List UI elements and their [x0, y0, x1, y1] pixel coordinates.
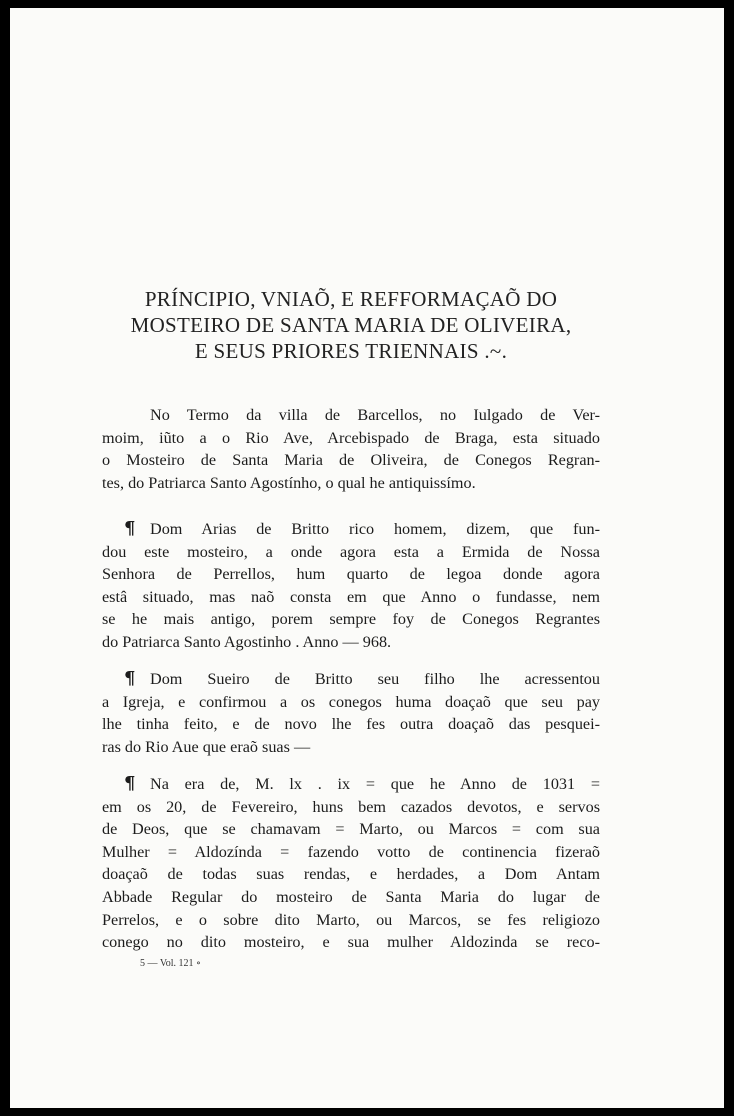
paragraph-line: de Deos, que se chamavam = Marto, ou Marcos = com sua — [102, 820, 600, 839]
paragraph-mark-icon: ¶ — [124, 773, 136, 794]
paragraph-1 — [102, 404, 600, 494]
document-page — [10, 8, 724, 1108]
paragraph-line: Abbade Regular do mosteiro de Santa Maria do lugar de — [102, 887, 600, 906]
paragraph-line: Perrelos, e o sobre dito Marto, ou Marcos, se fes religiozo — [102, 910, 600, 929]
paragraph-line: se he mais antigo, porem sempre foy de Conegos Regrantes — [102, 610, 600, 629]
paragraph-line: conego no dito mosteiro, e sua mulher Aldozinda se reco- — [102, 933, 600, 952]
paragraph-mark-icon: ¶ — [124, 518, 136, 539]
paragraph-line-text: Dom Sueiro de Britto seu filho lhe acressentou — [150, 670, 600, 688]
paragraph-mark-icon: ¶ — [124, 668, 136, 689]
paragraph-line-text: Na era de, M. lx . ix = que he Anno de 1031 = — [150, 775, 600, 793]
paragraph-line: dou este mosteiro, a onde agora esta a Ermida de Nossa — [102, 542, 600, 561]
paragraph-line — [102, 518, 600, 541]
paragraph-line-text: Dom Arias de Britto rico homem, dizem, que fun- — [150, 520, 600, 538]
paragraph-line: estâ situado, mas naõ consta em que Anno o fundasse, nem — [102, 587, 600, 606]
paragraph-line: a Igreja, e confirmou a os conegos huma doaçaõ que seu pay — [102, 692, 600, 711]
paragraph-line: lhe tinha feito, e de novo lhe fes outra doaçaõ das pesquei- — [102, 715, 600, 734]
paragraph-line: No Termo da villa de Barcellos, no Iulgado de Ver- — [150, 406, 600, 424]
paragraph-4 — [102, 773, 600, 954]
paragraph-line: o Mosteiro de Santa Maria de Oliveira, de Conegos Regran- — [102, 451, 600, 470]
paragraph-line — [102, 668, 600, 691]
paragraph-3 — [102, 668, 600, 758]
title-line-1: PRÍNCIPIO, VNIAÕ, E REFFORMAÇAÕ DO — [144, 287, 558, 311]
paragraph-line: em os 20, de Fevereiro, huns bem cazados devotos, e servos — [102, 797, 600, 816]
title-line-2: MOSTEIRO DE SANTA MARIA DE OLIVEIRA, — [130, 313, 572, 337]
page-footer-signature: 5 — Vol. 121 ∘ — [140, 958, 201, 969]
paragraph-line: tes, do Patriarca Santo Agostínho, o qual he antiquissímo. — [102, 473, 476, 492]
paragraph-line: doaçaõ de todas suas rendas, e herdades, a Dom Antam — [102, 865, 600, 884]
paragraph-2 — [102, 518, 600, 654]
title-line-3: E SEUS PRIORES TRIENNAIS .~. — [194, 339, 508, 363]
paragraph-line: do Patriarca Santo Agostinho . Anno — 968. — [102, 632, 392, 651]
paragraph-line: ras do Rio Aue que eraõ suas — — [102, 737, 311, 756]
paragraph-line: Senhora de Perrellos, hum quarto de legoa donde agora — [102, 565, 600, 584]
paragraph-line: moim, iũto a o Rio Ave, Arcebispado de Braga, esta situado — [102, 428, 600, 447]
page-title — [102, 286, 600, 364]
paragraph-line — [102, 773, 600, 796]
paragraph-line: Mulher = Aldozínda = fazendo votto de continencia fizeraõ — [102, 842, 600, 861]
